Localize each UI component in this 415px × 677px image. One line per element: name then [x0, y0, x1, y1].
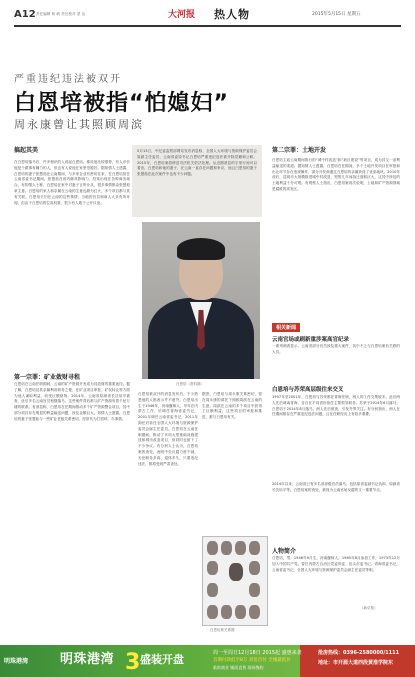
header-rule	[14, 25, 401, 27]
collage-photo	[207, 583, 218, 597]
collage-photo	[249, 561, 260, 575]
right-body-2: 一系列调查显示，云南省部分官员涉及重大案件，其中不乏与白恩培案有关联的人员。	[272, 344, 400, 354]
left-body-1: 在白恩培落马后，许多相识的人说起白恩培，都说他比较强势，有人评价他是个做事有魄力的人，但也有人说他在家里怕媳妇。据知情人士透露，白恩培的妻子张慧茹在云南期间，与多家企业有密切往来，在白恩培担任云南省委书记期间，张慧茹在省内颇具影响力，经常出现在各种商务场合。有知情人士称，白恩培在家中对妻子言听计从，很多事情都由张慧茹拿主意。白恩培的家人和亲属在云南的生意也颇为红火，多个项目都与其有关联。白恩培夫妇在云南的这些事情，当地的官员和商人大多有所耳闻，但由于白恩培的位高权重，很少有人敢于公开议论。	[14, 160, 130, 205]
ad-offer-line: 首期付款低至8万 双倍首付 全城最低价	[213, 658, 291, 663]
newspaper-logo: 大河报	[168, 10, 196, 20]
editor-credits: 责任编辑 杨 帆 责任校对 蒙 冶	[36, 12, 86, 16]
portrait-caption: 白恩培（资料图）	[176, 382, 204, 386]
ad-brand: 明珠港湾	[4, 658, 29, 665]
ad-mid-line: 临街商业 铺面直售 现场签约	[213, 665, 264, 670]
middle-body-2: 据悉，白恩培与周永康关系密切，曾在周永康的请托下照顾周滨在云南的生意。周滨在云南的多个项目中获得了巨额利益，这些项目的审批和推进，都与白恩培有关。	[202, 392, 262, 420]
article-kicker: 严重违纪违法被双开	[14, 74, 122, 85]
collage-photo	[249, 541, 260, 555]
bio-section-title: 人物简介	[272, 548, 297, 555]
article-subhead: 周永康曾让其照顾周滨	[14, 118, 144, 131]
ad-address: 地址：市开源大道西段黄淮学院东	[318, 660, 394, 666]
intro-box: 5月13日，中纪委监察部网站发布消息称，全国人大环境与资源保护委员会原副主任委员、云南省委原书记白恩培严重违纪违法被开除党籍和公职。2015年，白恩培案将移送司法机关依法处理。从近期消息的字里行间可以看出，白恩培和他的妻子，在云南一直存在问题和争议，而且白恩培的妻子张慧茹在此次案件中也有不少问题。	[132, 145, 262, 217]
collage-photo	[207, 605, 218, 619]
collage-photo	[221, 605, 232, 619]
collage-photo	[235, 605, 246, 619]
section-title: 热人物	[214, 8, 250, 21]
portrait-hair	[177, 238, 225, 260]
portrait-photo	[142, 222, 260, 379]
article-headline: 白恩培被指“怕媳妇”	[14, 91, 229, 116]
left-section-title-2: 第一宗罪：矿业敛财寻租	[14, 374, 81, 381]
left-body-2: 白恩培在云南任职期间，云南的矿产资源开发成为其敛财的重要途径。据了解，白恩培及其亲属利用职务之便，在矿业项目审批、矿权转让等方面为他人谋取利益，收受巨额财物。2014年，云南省原副省长沈培平被查，此后多名云南官员相继落马，这些案件背后都与矿产资源有着千丝万缕的联系。有消息称，白恩培在任期间推动多个矿产资源整合项目，其中部分项目存在明显的利益输送问题，涉及金额巨大。知情人士透露，白恩培的妻子张慧茹与一些矿业老板关系密切，经常代为打招呼、办事情。	[14, 382, 130, 421]
collage-photo	[235, 541, 246, 555]
ad-date-line: 周一至周日12月18日 2015起 盛惠来袭	[213, 650, 302, 656]
ad-event: 盛装开盘	[140, 653, 184, 666]
collage-photo	[207, 561, 218, 575]
right-section-title-3: 白恩培与苏荣高层级往来交叉	[272, 387, 344, 393]
right-body-4: 2014年以来，云南省已有多名省部级官员落马，包括原省委副书记仇和、原副省长沈培平等。白恩培案的查处，被视为云南官场反腐的又一重要节点。	[272, 482, 400, 492]
collage-photo	[221, 541, 232, 555]
relationship-collage	[202, 536, 268, 626]
related-news-tag: 相关新闻	[272, 323, 300, 332]
left-section-title-1: 搞起其美	[14, 147, 39, 154]
ad-number: 3	[125, 650, 141, 675]
collage-photo	[249, 605, 260, 619]
ad-slogan: 明珠港湾	[60, 652, 115, 667]
bio-body: 白恩培，男，1946年9月生，河南偃师人，1965年8月参加工作，1973年12月加入中国共产党。曾任内蒙古自治区党委常委、包头市委书记，青海省委书记，云南省委书记，全国人大环境与资源保护委员会副主任委员等职。	[272, 556, 400, 572]
collage-photo-center	[229, 563, 243, 581]
right-body-3: 1997年至2001年，白恩培与苏荣都在青海任职，两人的工作交集较多。此后两人先后调离青海，各自在不同省份担任主要领导职务。苏荣于2014年6月落马，白恩培于2014年8月落马，两人先后被查，引发外界关注。有分析指出，两人在任期间都存在严重违纪违法问题，且在任职经历上有较多重叠。	[272, 395, 400, 417]
middle-body-1: 白恩培被双开的消息发布后，不少熟悉他的人都表示并不意外。白恩培出生于1946年，河南偃师人，早年在内蒙古工作，后调任青海省委书记，2001年调任云南省委书记，2011年卸任后转任全国人大环境与资源保护委员会副主任委员。白恩培在云南任职期间，推动了多项大型基础设施建设和城市改造项目，但同时也留下了不少争议。有分析人士认为，白恩培案的查处，表明中央反腐力度不减，无论职务多高、退休多久，只要违纪违法，都将受到严肃查处。	[138, 392, 198, 466]
right-section-title-1: 第二宗罪：土地开发	[272, 147, 327, 154]
ad-phone: 抢房热线：0396-2580000/1111	[318, 650, 400, 656]
collage-caption: 白恩培系关系图	[210, 628, 235, 632]
collage-photo	[207, 541, 218, 555]
right-section-title-2: 云南官场或刷新重涉案高官纪录	[272, 337, 350, 343]
issue-date: 2015年5月15日 星期五	[312, 12, 361, 17]
collage-photo	[249, 583, 260, 597]
page-number: A12	[14, 9, 36, 20]
source-credit: （新京报）	[360, 606, 378, 610]
right-body-1: 白恩培主政云南期间推行的“城中村改造”和“新区建设”等项目，成为其又一条利益输送的渠道。据知情人士透露，白恩培在任期间，多个土地开发项目在审批和出让环节存在违规操作，部分开发商通过白恩培的亲属获得了优质地块。2010年前后，昆明市大规模推进城中村改造，短短几年间拆迁面积巨大，这其中涉及的土地利益十分可观。有观察人士指出，白恩培案再次说明，土地和矿产资源领域是腐败的高发区。	[272, 158, 400, 191]
